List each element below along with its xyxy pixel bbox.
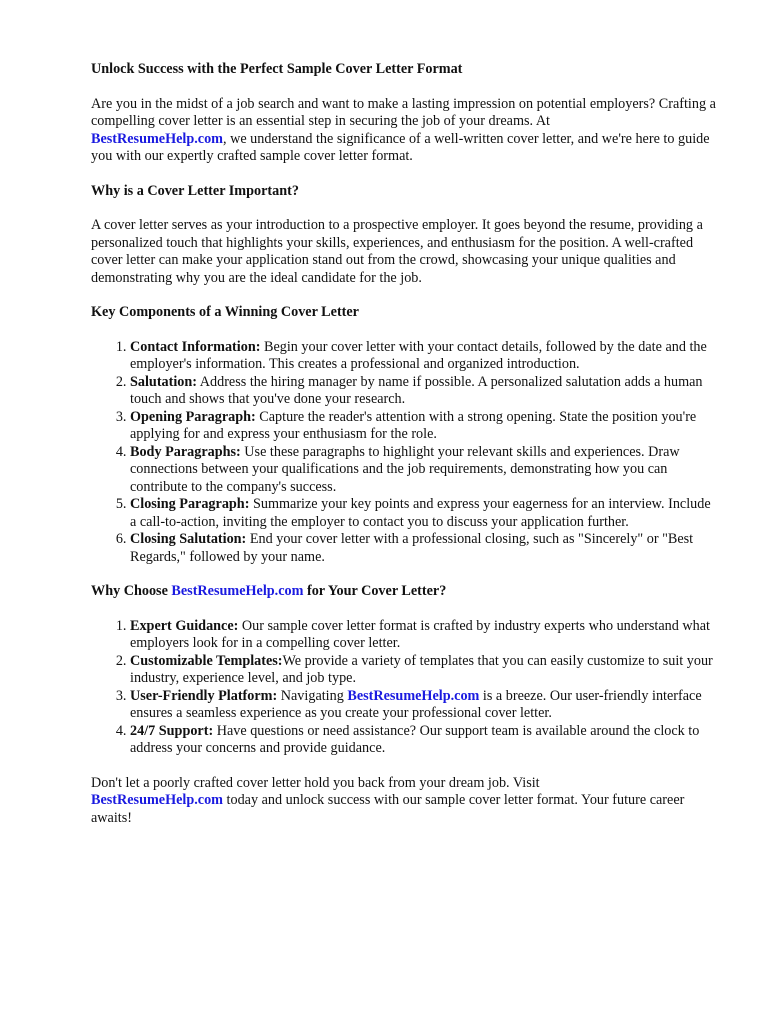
list-item-text: Address the hiring manager by name if possible. A personalized salutation adds a human touch and shows that you've done your research. bbox=[130, 373, 703, 407]
why-choose-list bbox=[91, 618, 718, 758]
list-item-term: Salutation: bbox=[130, 373, 198, 390]
why-important-paragraph: A cover letter serves as your introduction to a prospective employer. It goes beyond the resume, providing a personalized touch that highlights your skills, experiences, and enthusiasm for the position. A well-crafted cover letter can make your application stand out from the crowd, showcasing your unique qualities and demonstrating why you are the ideal candidate for the job. bbox=[91, 217, 703, 286]
intro-text-before: Are you in the midst of a job search and want to make a lasting impression on potential employers? Crafting a compelling cover letter is an essential step in securing the job of your dreams. At bbox=[91, 95, 716, 129]
list-item bbox=[130, 496, 718, 531]
list-item-term: User-Friendly Platform: bbox=[130, 687, 278, 704]
closing-text-before: Don't let a poorly crafted cover letter hold you back from your dream job. Visit bbox=[91, 774, 540, 791]
list-item-term: Contact Information: bbox=[130, 338, 261, 355]
why-choose-heading-after: for Your Cover Letter? bbox=[303, 583, 447, 599]
why-choose-heading-before: Why Choose bbox=[91, 583, 172, 599]
list-item-term: Closing Paragraph: bbox=[130, 496, 250, 512]
list-item-text: We provide a variety of templates that you can easily customize to suit your industry, experience level, and job type. bbox=[130, 652, 713, 686]
list-item-text: End your cover letter with a professional closing, such as "Sincerely" or "Best Regards," followed by your name. bbox=[130, 531, 694, 565]
list-item-link[interactable]: BestResumeHelp.com bbox=[347, 687, 480, 704]
closing-paragraph bbox=[91, 775, 718, 828]
list-item-term: Body Paragraphs: bbox=[130, 443, 241, 460]
list-item-text-after: is a breeze. Our user-friendly interface ensures a seamless experience as you create your professional cover letter. bbox=[130, 687, 702, 721]
intro-text-after: , we understand the significance of a well-written cover letter, and we're here to guide you with our expertly crafted sample cover letter format. bbox=[91, 130, 710, 164]
closing-link[interactable]: BestResumeHelp.com bbox=[91, 792, 223, 808]
why-choose-heading bbox=[91, 583, 718, 601]
list-item bbox=[130, 688, 718, 723]
document-title: Unlock Success with the Perfect Sample Cover Letter Format bbox=[91, 61, 463, 77]
list-item bbox=[130, 339, 718, 374]
list-item-text: Navigating bbox=[277, 687, 348, 704]
list-item-text: Summarize your key points and express your eagerness for an interview. Include a call-to-action, inviting the employer to contact you to discuss your application further. bbox=[130, 496, 711, 530]
closing-text-after: today and unlock success with our sample cover letter format. Your future career awaits! bbox=[91, 792, 685, 826]
intro-link[interactable]: BestResumeHelp.com bbox=[91, 130, 223, 147]
list-item-term: Expert Guidance: bbox=[130, 617, 239, 634]
list-item-term: Opening Paragraph: bbox=[130, 408, 256, 425]
list-item-text: Capture the reader's attention with a strong opening. State the position you're applying for and express your enthusiasm for the role. bbox=[130, 408, 697, 442]
components-heading: Key Components of a Winning Cover Letter bbox=[91, 304, 359, 320]
list-item bbox=[130, 374, 718, 409]
intro-paragraph bbox=[91, 96, 718, 166]
why-important-heading: Why is a Cover Letter Important? bbox=[91, 182, 299, 199]
list-item-text: Our sample cover letter format is crafted by industry experts who understand what employers look for in a compelling cover letter. bbox=[130, 617, 710, 651]
why-choose-heading-link[interactable]: BestResumeHelp.com bbox=[171, 583, 304, 599]
list-item bbox=[130, 409, 718, 444]
list-item-text: Begin your cover letter with your contact details, followed by the date and the employer's information. This creates a professional and organized introduction. bbox=[130, 338, 707, 372]
list-item-term: 24/7 Support: bbox=[130, 722, 214, 739]
list-item-term: Customizable Templates: bbox=[130, 652, 283, 669]
components-list bbox=[91, 339, 718, 567]
list-item-term: Closing Salutation: bbox=[130, 531, 247, 547]
list-item bbox=[130, 444, 718, 497]
list-item-text: Have questions or need assistance? Our support team is available around the clock to address your concerns and provide guidance. bbox=[130, 722, 700, 756]
list-item bbox=[130, 618, 718, 653]
list-item bbox=[130, 653, 718, 688]
list-item bbox=[130, 531, 718, 566]
list-item bbox=[130, 723, 718, 758]
list-item-text: Use these paragraphs to highlight your relevant skills and experiences. Draw connections between your qualifications and the job requirements, demonstrating how you can contribute to the company's success. bbox=[130, 443, 680, 495]
